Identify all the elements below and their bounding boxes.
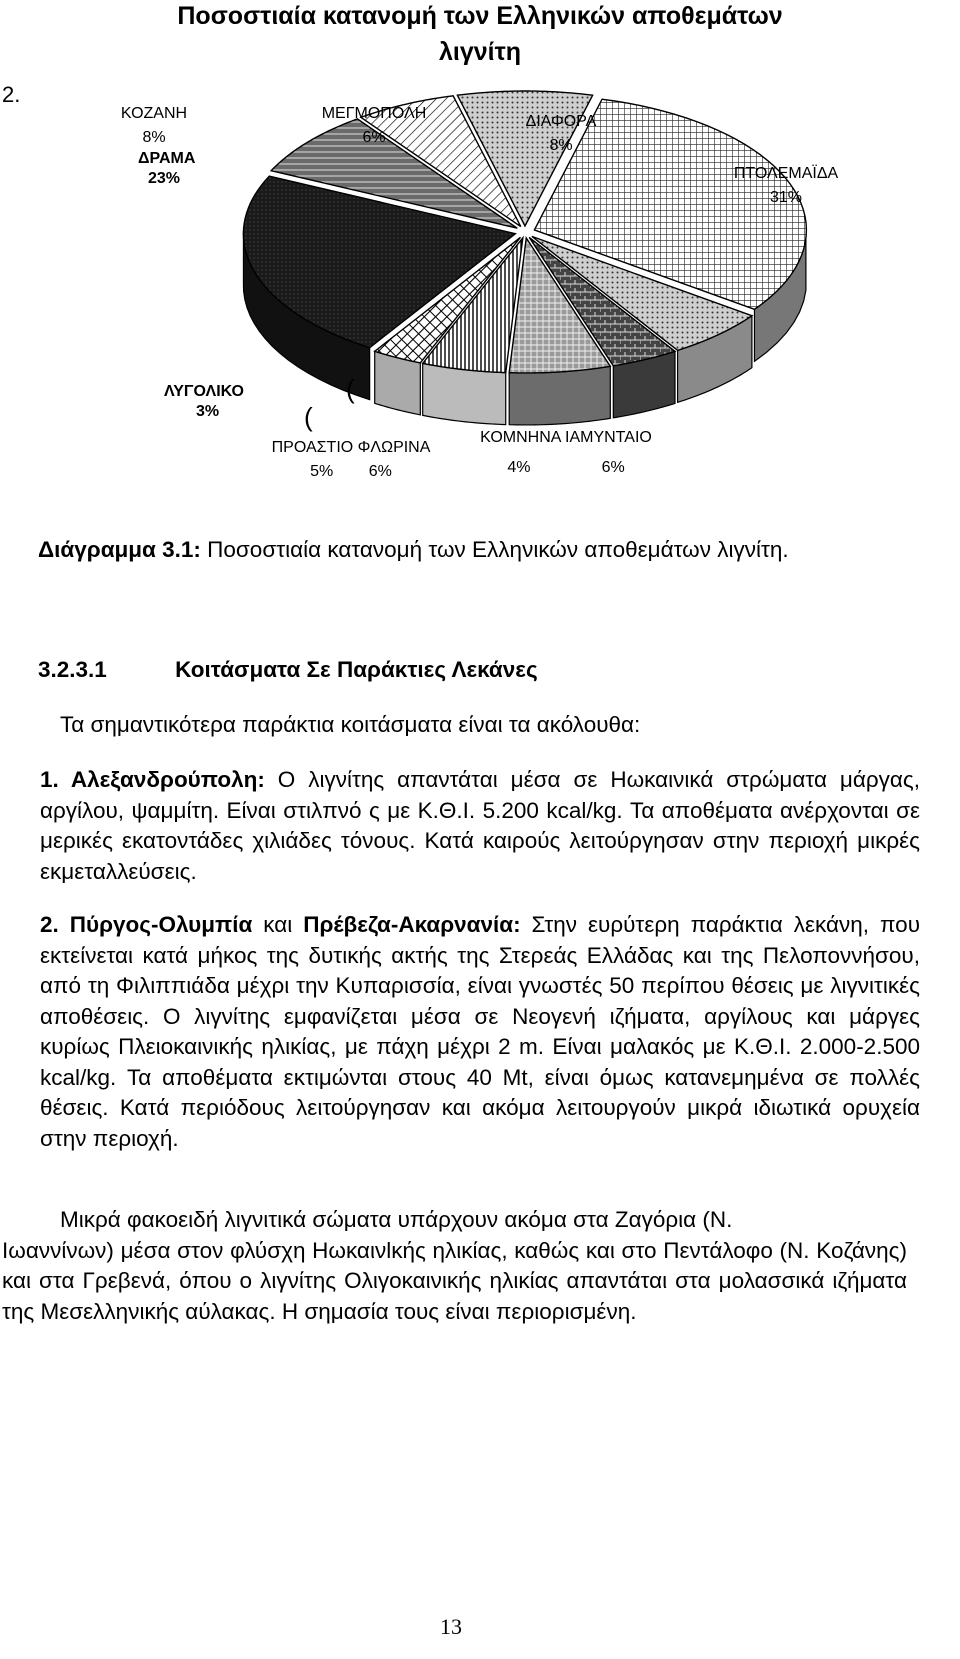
paren-mark-2: ( bbox=[304, 402, 313, 432]
megmopoli-label bbox=[314, 102, 434, 150]
closing-paragraph bbox=[2, 1205, 907, 1327]
list-marker: 2. bbox=[2, 82, 21, 107]
section-title: Κοιτάσματα Σε Παράκτιες Λεκάνες bbox=[175, 657, 538, 682]
caption-text: Ποσοστιαία κατανομή των Ελληνικών αποθεμάτων λιγνίτη. bbox=[200, 537, 789, 562]
drama-label: ΔΡΑΜΑ bbox=[138, 150, 196, 167]
item1-paragraph bbox=[40, 765, 920, 887]
kozani-name: ΚΟΖΑΝΗ bbox=[120, 105, 188, 122]
komnina-amyntaio-label bbox=[466, 426, 666, 480]
kozani-pct: 8% bbox=[142, 129, 166, 146]
kozani-label bbox=[114, 102, 194, 150]
section-number: 3.2.3.1 bbox=[38, 657, 107, 682]
ptolemaida-pct: 31% bbox=[769, 189, 803, 206]
lygoliko-pct-label: 3% bbox=[196, 403, 220, 420]
proastio-florina-names: ΠΡΟΑΣΤΙΟ ΦΛΩΡΙΝΑ bbox=[271, 439, 431, 456]
item2-mid: και bbox=[252, 912, 304, 937]
section-heading bbox=[38, 657, 938, 683]
proastio-florina-pcts: 5% 6% bbox=[310, 463, 392, 480]
item1-bold: 1. Αλεξανδρούπολη: bbox=[40, 767, 265, 792]
chart-title-line1: Ποσοστιαία κατανομή των Ελληνικών αποθεμάτων bbox=[177, 2, 783, 30]
komnina-amyntaio-pcts: 4% 6% bbox=[507, 459, 625, 476]
item2-bold2: Πρέβεζα-Ακαρνανία: bbox=[303, 912, 521, 937]
item2-paragraph bbox=[40, 910, 920, 1154]
ptolemaida-name: ΠΤΟΛΕΜΑΪΔΑ bbox=[733, 165, 839, 182]
closing-rest: Ιωαννίνων) μέσα στον φλύσχη Ηωκαινlκής ηλικίας, καθώς και στο Πεντάλοφο (Ν. Κοζάνης) και στα Γρεβενά, όπου ο λιγνίτης Ολιγοκαινικής ηλικίας απαντάται στα μολασσικά ιζήματα της Μεσελληνικής αύλακας. Η σημασία τους είναι περιορισμένη. bbox=[2, 1237, 907, 1324]
intro-paragraph: Τα σημαντικότερα παράκτια κοιτάσματα είναι τα ακόλουθα: bbox=[60, 712, 641, 737]
paren-mark-1: ( bbox=[346, 374, 355, 404]
ptolemaida-label bbox=[726, 162, 846, 210]
drama-pct-label: 23% bbox=[148, 170, 181, 187]
diafora-label bbox=[506, 110, 616, 158]
diafora-pct: 8% bbox=[549, 137, 573, 154]
megmopoli-pct: 6% bbox=[362, 129, 386, 146]
chart-title-line2: λιγνίτη bbox=[438, 38, 522, 66]
proastio-florina-label bbox=[256, 436, 446, 484]
item2-text: Στην ευρύτερη παράκτια λεκάνη, που εκτείνεται κατά μήκος της δυτικής ακτής της Στερεάς Ελλάδας και της Πελοποννήσου, από τη Φιλιππιάδα μέχρι την Κυπαρισσία, είναι γνωστές 50 περίπου θέσεις με λιγνιτικές αποθέσεις. Ο λιγνίτης εμφανίζεται μέσα σε Νεογενή ιζήματα, αργίλους και μάργες κυρίως Πλειοκαινικής ηλικίας, με πάχη μέχρι 2 m. Είναι μαλακός με Κ.Θ.Ι. 2.000-2.500 kcal/kg. Τα αποθέματα εκτιμώνται στους 40 Mt, είναι όμως κατανεμημένα σε πολλές θέσεις. Κατά περιόδους λειτούργησαν και ακόμα λειτουργούν μικρά ιδιωτικά ορυχεία στην περιοχή. bbox=[40, 912, 921, 1151]
figure-caption bbox=[38, 537, 938, 563]
pie-side-φλωρινα bbox=[509, 366, 610, 425]
diafora-name: ΔΙΑΦΟΡΑ bbox=[525, 113, 597, 130]
komnina-amyntaio-names: ΚΟΜΝΗΝΑ ΙΑΜΥΝΤΑΙΟ bbox=[480, 429, 652, 446]
caption-bold: Διάγραμμα 3.1: bbox=[38, 537, 201, 562]
item2-bold1: 2. Πύργος-Ολυμπία bbox=[40, 912, 253, 937]
item1-text: Ο λιγνίτης απαντάται μέσα σε Ηωκαινικά στρώματα μάργας, αργίλου, ψαμμίτη. Είναι στιλπνό ς με Κ.Θ.Ι. 5.200 kcal/kg. Τα αποθέματα ανέρχονται σε μερικές εκατοντάδες χιλιάδες τόνους. Κατά καιρούς λειτούργησαν στην περιοχή μικρές εκμεταλλεύσεις. bbox=[40, 767, 921, 884]
page-number: 13 bbox=[440, 1614, 462, 1639]
lygoliko-label: ΛΥΓΟΛΙΚΟ bbox=[164, 383, 244, 400]
megmopoli-name: ΜΕΓΜΟΠΟΛΗ bbox=[321, 105, 427, 122]
closing-first-line: Μικρά φακοειδή λιγνιτικά σώματα υπάρχουν ακόμα στα Ζαγόρια (Ν. bbox=[60, 1207, 733, 1232]
